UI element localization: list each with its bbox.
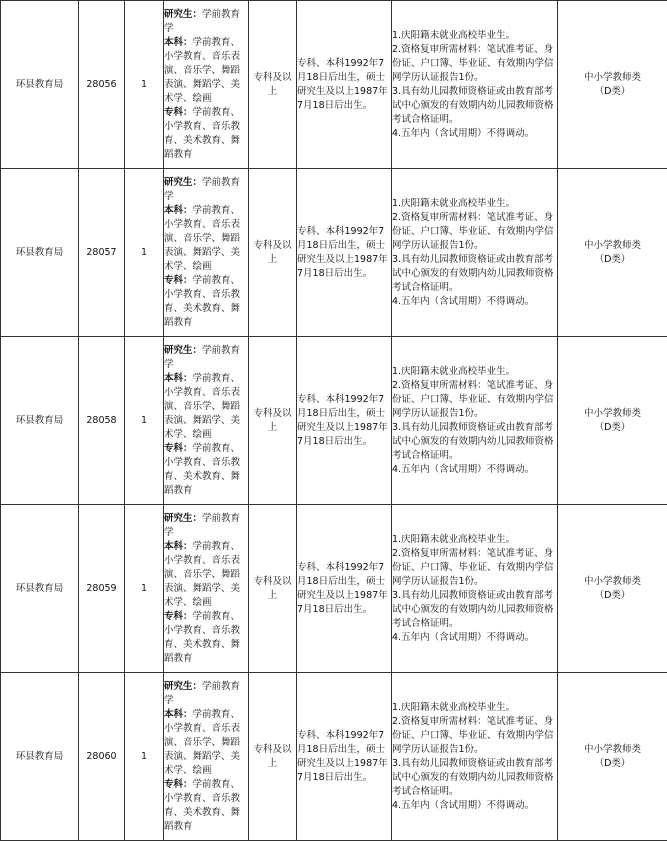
position-code-cell: 28058 xyxy=(79,337,125,505)
requirement-item: 4.五年内（含试用期）不得调动。 xyxy=(392,463,535,475)
age-cell: 专科、本科1992年7月18日后出生，硕士研究生及以上1987年7月18日后出生。 xyxy=(297,673,392,841)
major-college-label: 专科： xyxy=(164,106,193,118)
major-graduate-text: 学前教育学 xyxy=(164,680,241,706)
category-name: 中小学教师类 xyxy=(583,239,641,251)
requirement-item: 1.庆阳籍未就业高校毕业生。 xyxy=(392,701,516,713)
position-code-cell: 28060 xyxy=(79,673,125,841)
requirement-item: 3.具有幼儿园教师资格证或由教育部考试中心颁发的有效期内幼儿园教师资格考试合格证明。 xyxy=(392,757,554,797)
hiring-count-cell: 1 xyxy=(125,169,164,337)
education-cell: 专科及以上 xyxy=(249,505,297,673)
major-bachelor-label: 本科： xyxy=(164,540,193,552)
category-cell xyxy=(558,505,667,673)
major-graduate xyxy=(164,680,248,708)
major-cell xyxy=(164,673,249,841)
major-bachelor-label: 本科： xyxy=(164,204,193,216)
major-college xyxy=(164,106,248,162)
major-college-label: 专科： xyxy=(164,610,193,622)
department-cell: 环县教育局 xyxy=(1,505,79,673)
requirement-item: 4.五年内（含试用期）不得调动。 xyxy=(392,127,535,139)
category-name: 中小学教师类 xyxy=(583,71,641,83)
major-college-text: 学前教育、小学教育、音乐教育、美术教育、舞蹈教育 xyxy=(164,778,241,832)
education-cell: 专科及以上 xyxy=(249,1,297,169)
requirement-item: 3.具有幼儿园教师资格证或由教育部考试中心颁发的有效期内幼儿园教师资格考试合格证明。 xyxy=(392,253,554,293)
requirement-item: 2.资格复审所需材料：笔试准考证、身份证、户口簿、毕业证、有效期内学信网学历认证报告1份。 xyxy=(392,211,554,251)
age-cell: 专科、本科1992年7月18日后出生，硕士研究生及以上1987年7月18日后出生。 xyxy=(297,169,392,337)
major-graduate xyxy=(164,8,248,36)
major-college xyxy=(164,442,248,498)
major-college-label: 专科： xyxy=(164,778,193,790)
other-requirements-cell xyxy=(392,169,558,337)
major-graduate-text: 学前教育学 xyxy=(164,344,241,370)
requirement-item: 1.庆阳籍未就业高校毕业生。 xyxy=(392,29,516,41)
major-college-label: 专科： xyxy=(164,442,193,454)
major-graduate xyxy=(164,176,248,204)
category-cell xyxy=(558,169,667,337)
position-code-cell: 28057 xyxy=(79,169,125,337)
category-class: （D类） xyxy=(594,253,631,265)
requirement-item: 2.资格复审所需材料：笔试准考证、身份证、户口簿、毕业证、有效期内学信网学历认证报告1份。 xyxy=(392,715,554,755)
age-cell: 专科、本科1992年7月18日后出生，硕士研究生及以上1987年7月18日后出生。 xyxy=(297,505,392,673)
other-requirements-cell xyxy=(392,505,558,673)
major-bachelor xyxy=(164,204,248,274)
age-cell: 专科、本科1992年7月18日后出生，硕士研究生及以上1987年7月18日后出生。 xyxy=(297,1,392,169)
major-bachelor xyxy=(164,36,248,106)
category-cell xyxy=(558,1,667,169)
major-graduate-label: 研究生： xyxy=(164,344,203,356)
table-row xyxy=(1,337,667,505)
education-cell: 专科及以上 xyxy=(249,337,297,505)
requirement-item: 3.具有幼儿园教师资格证或由教育部考试中心颁发的有效期内幼儿园教师资格考试合格证明。 xyxy=(392,85,554,125)
education-cell: 专科及以上 xyxy=(249,169,297,337)
major-graduate-text: 学前教育学 xyxy=(164,8,241,34)
major-bachelor-label: 本科： xyxy=(164,708,193,720)
category-class: （D类） xyxy=(594,85,631,97)
requirement-item: 4.五年内（含试用期）不得调动。 xyxy=(392,799,535,811)
hiring-count-cell: 1 xyxy=(125,1,164,169)
requirement-item: 1.庆阳籍未就业高校毕业生。 xyxy=(392,197,516,209)
department-cell: 环县教育局 xyxy=(1,1,79,169)
position-code-cell: 28056 xyxy=(79,1,125,169)
category-name: 中小学教师类 xyxy=(583,743,641,755)
category-name: 中小学教师类 xyxy=(583,575,641,587)
major-graduate-text: 学前教育学 xyxy=(164,176,241,202)
category-class: （D类） xyxy=(594,421,631,433)
department-cell: 环县教育局 xyxy=(1,337,79,505)
major-bachelor xyxy=(164,708,248,778)
position-code-cell: 28059 xyxy=(79,505,125,673)
major-cell xyxy=(164,169,249,337)
table-row xyxy=(1,505,667,673)
category-cell xyxy=(558,337,667,505)
department-cell: 环县教育局 xyxy=(1,169,79,337)
major-college-text: 学前教育、小学教育、音乐教育、美术教育、舞蹈教育 xyxy=(164,610,241,664)
major-bachelor-label: 本科： xyxy=(164,372,193,384)
major-graduate-label: 研究生： xyxy=(164,512,203,524)
major-cell xyxy=(164,505,249,673)
major-graduate-label: 研究生： xyxy=(164,176,203,188)
major-bachelor-text: 学前教育、小学教育、音乐表演、音乐学、舞蹈表演、舞蹈学、美术学、绘画 xyxy=(164,540,241,608)
requirement-item: 4.五年内（含试用期）不得调动。 xyxy=(392,631,535,643)
table-row xyxy=(1,169,667,337)
major-cell xyxy=(164,337,249,505)
major-bachelor-text: 学前教育、小学教育、音乐表演、音乐学、舞蹈表演、舞蹈学、美术学、绘画 xyxy=(164,36,241,104)
major-graduate-text: 学前教育学 xyxy=(164,512,241,538)
major-graduate xyxy=(164,344,248,372)
other-requirements-cell xyxy=(392,1,558,169)
major-college xyxy=(164,274,248,330)
major-graduate-label: 研究生： xyxy=(164,680,203,692)
hiring-count-cell: 1 xyxy=(125,505,164,673)
major-cell xyxy=(164,1,249,169)
major-bachelor xyxy=(164,372,248,442)
major-college-text: 学前教育、小学教育、音乐教育、美术教育、舞蹈教育 xyxy=(164,274,241,328)
major-college xyxy=(164,610,248,666)
category-cell xyxy=(558,673,667,841)
requirement-item: 3.具有幼儿园教师资格证或由教育部考试中心颁发的有效期内幼儿园教师资格考试合格证明。 xyxy=(392,421,554,461)
major-graduate xyxy=(164,512,248,540)
department-cell: 环县教育局 xyxy=(1,673,79,841)
requirement-item: 1.庆阳籍未就业高校毕业生。 xyxy=(392,365,516,377)
major-graduate-label: 研究生： xyxy=(164,8,203,20)
requirement-item: 2.资格复审所需材料：笔试准考证、身份证、户口簿、毕业证、有效期内学信网学历认证报告1份。 xyxy=(392,379,554,419)
category-name: 中小学教师类 xyxy=(583,407,641,419)
category-class: （D类） xyxy=(594,589,631,601)
hiring-count-cell: 1 xyxy=(125,673,164,841)
requirement-item: 2.资格复审所需材料：笔试准考证、身份证、户口簿、毕业证、有效期内学信网学历认证报告1份。 xyxy=(392,43,554,83)
major-bachelor-label: 本科： xyxy=(164,36,193,48)
category-class: （D类） xyxy=(594,757,631,769)
other-requirements-cell xyxy=(392,673,558,841)
major-college xyxy=(164,778,248,834)
major-bachelor-text: 学前教育、小学教育、音乐表演、音乐学、舞蹈表演、舞蹈学、美术学、绘画 xyxy=(164,372,241,440)
table-row xyxy=(1,673,667,841)
major-bachelor-text: 学前教育、小学教育、音乐表演、音乐学、舞蹈表演、舞蹈学、美术学、绘画 xyxy=(164,204,241,272)
requirement-item: 1.庆阳籍未就业高校毕业生。 xyxy=(392,533,516,545)
major-bachelor xyxy=(164,540,248,610)
major-college-text: 学前教育、小学教育、音乐教育、美术教育、舞蹈教育 xyxy=(164,442,241,496)
requirement-item: 3.具有幼儿园教师资格证或由教育部考试中心颁发的有效期内幼儿园教师资格考试合格证明。 xyxy=(392,589,554,629)
requirement-item: 2.资格复审所需材料：笔试准考证、身份证、户口簿、毕业证、有效期内学信网学历认证报告1份。 xyxy=(392,547,554,587)
major-bachelor-text: 学前教育、小学教育、音乐表演、音乐学、舞蹈表演、舞蹈学、美术学、绘画 xyxy=(164,708,241,776)
major-college-label: 专科： xyxy=(164,274,193,286)
other-requirements-cell xyxy=(392,337,558,505)
requirement-item: 4.五年内（含试用期）不得调动。 xyxy=(392,295,535,307)
major-college-text: 学前教育、小学教育、音乐教育、美术教育、舞蹈教育 xyxy=(164,106,241,160)
education-cell: 专科及以上 xyxy=(249,673,297,841)
table-row xyxy=(1,1,667,169)
hiring-count-cell: 1 xyxy=(125,337,164,505)
age-cell: 专科、本科1992年7月18日后出生，硕士研究生及以上1987年7月18日后出生。 xyxy=(297,337,392,505)
